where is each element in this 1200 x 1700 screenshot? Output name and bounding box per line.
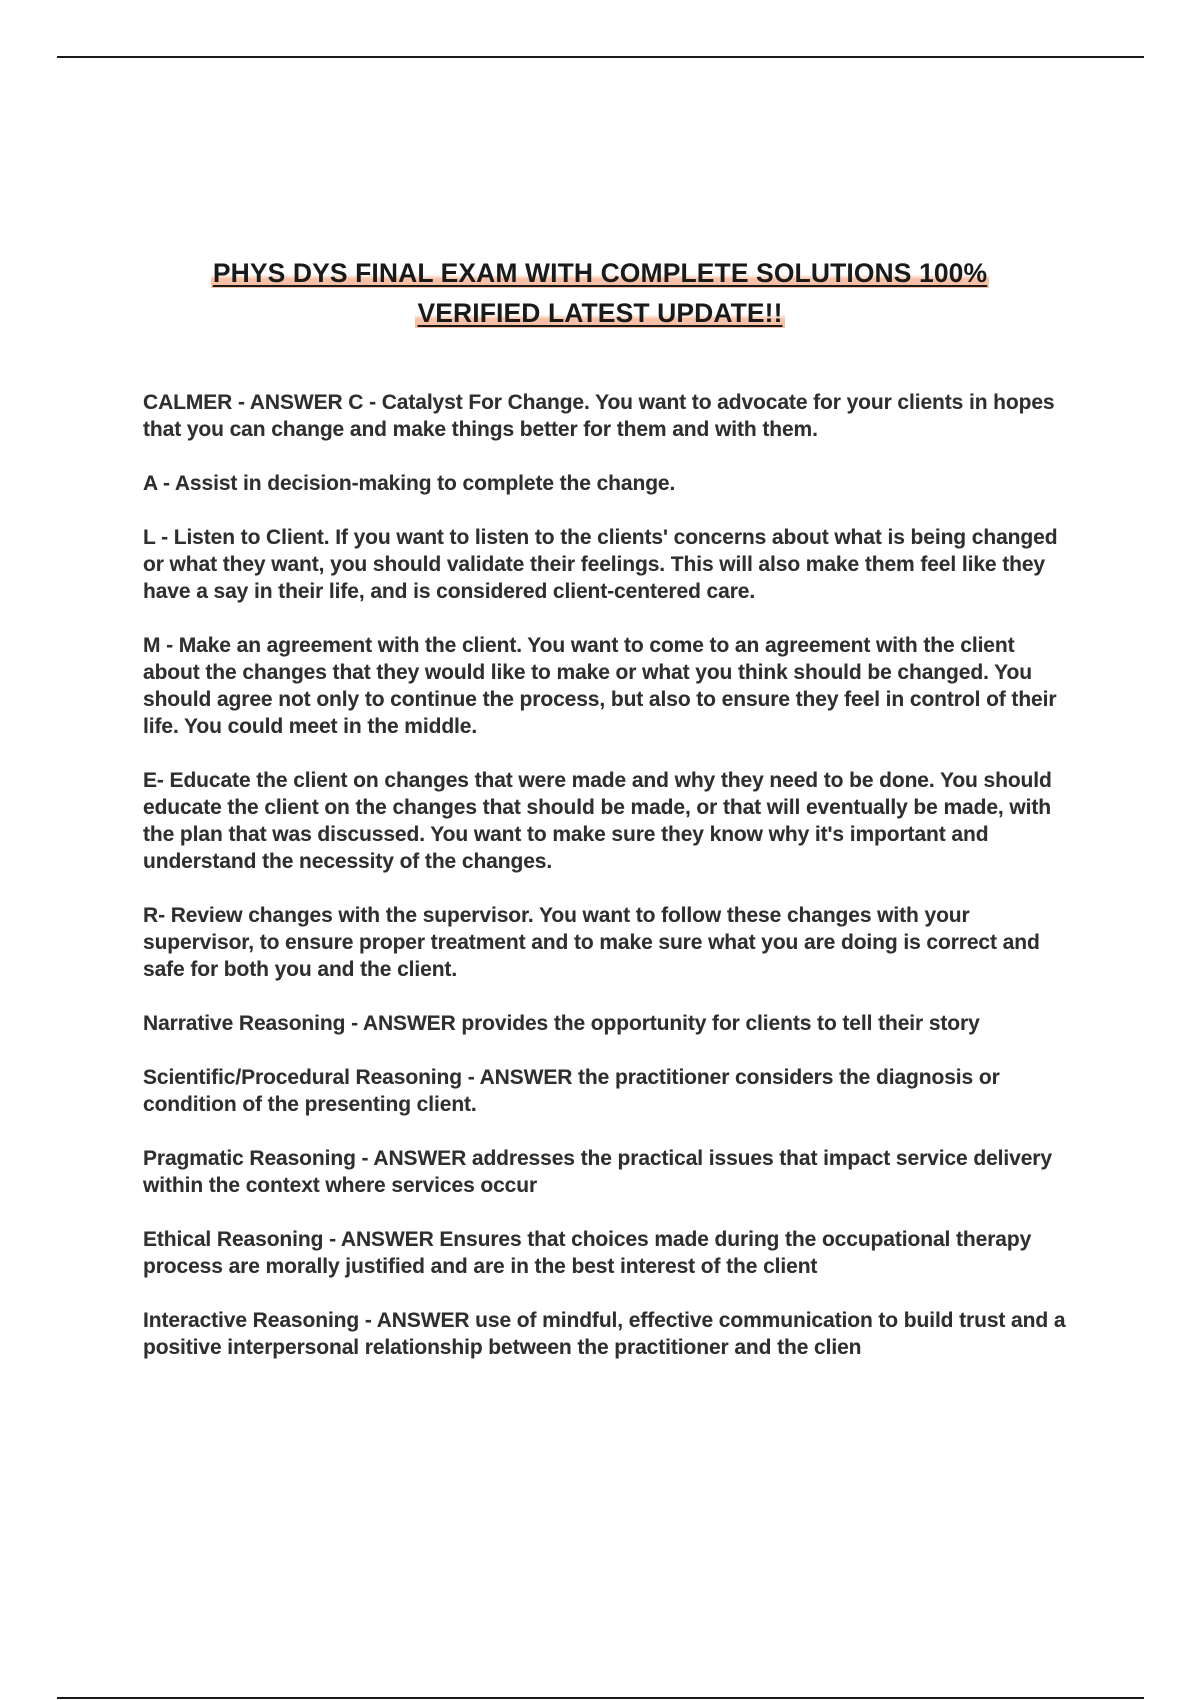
- paragraph-scientific-reasoning: Scientific/Procedural Reasoning - ANSWER the practitioner considers the diagnosis or condition of the presenting client.: [143, 1066, 1000, 1116]
- paragraph-calmer-c: CALMER - ANSWER C - Catalyst For Change. You want to advocate for your clients in hopes that you can change and make things better for them and with them.: [143, 391, 1055, 441]
- top-rule: [57, 56, 1144, 58]
- title-line-2: VERIFIED LATEST UPDATE!!: [417, 298, 783, 328]
- bottom-rule: [57, 1697, 1144, 1699]
- paragraph-pragmatic-reasoning: Pragmatic Reasoning - ANSWER addresses the practical issues that impact service delivery within the context where services occur: [143, 1147, 1052, 1197]
- paragraph-calmer-e: E- Educate the client on changes that were made and why they need to be done. You should educate the client on the changes that should be made, or that will eventually be made, with the plan that was discussed. You want to make sure they know why it's important and understand the necessity of the changes.: [143, 769, 1052, 873]
- paragraph-calmer-a: A - Assist in decision-making to complete the change.: [143, 472, 676, 495]
- document-body: [143, 389, 1073, 1388]
- paragraph-calmer-m: M - Make an agreement with the client. You want to come to an agreement with the client about the changes that they would like to make or what you think should be changed. You should agree not only to continue the process, but also to ensure they feel in control of their life. You could meet in the middle.: [143, 634, 1057, 738]
- document-title: [140, 253, 1060, 333]
- paragraph-calmer-r: R- Review changes with the supervisor. You want to follow these changes with your supervisor, to ensure proper treatment and to make sure what you are doing is correct and safe for both you and the client.: [143, 904, 1040, 981]
- title-line-1: PHYS DYS FINAL EXAM WITH COMPLETE SOLUTIONS 100%: [212, 258, 988, 288]
- paragraph-narrative-reasoning: Narrative Reasoning - ANSWER provides the opportunity for clients to tell their story: [143, 1012, 980, 1035]
- paragraph-interactive-reasoning: Interactive Reasoning - ANSWER use of mindful, effective communication to build trust and a positive interpersonal relationship between the practitioner and the clien: [143, 1309, 1066, 1359]
- paragraph-ethical-reasoning: Ethical Reasoning - ANSWER Ensures that choices made during the occupational therapy process are morally justified and are in the best interest of the client: [143, 1228, 1032, 1278]
- paragraph-calmer-l: L - Listen to Client. If you want to listen to the clients' concerns about what is being changed or what they want, you should validate their feelings. This will also make them feel like they have a say in their life, and is considered client-centered care.: [143, 526, 1058, 603]
